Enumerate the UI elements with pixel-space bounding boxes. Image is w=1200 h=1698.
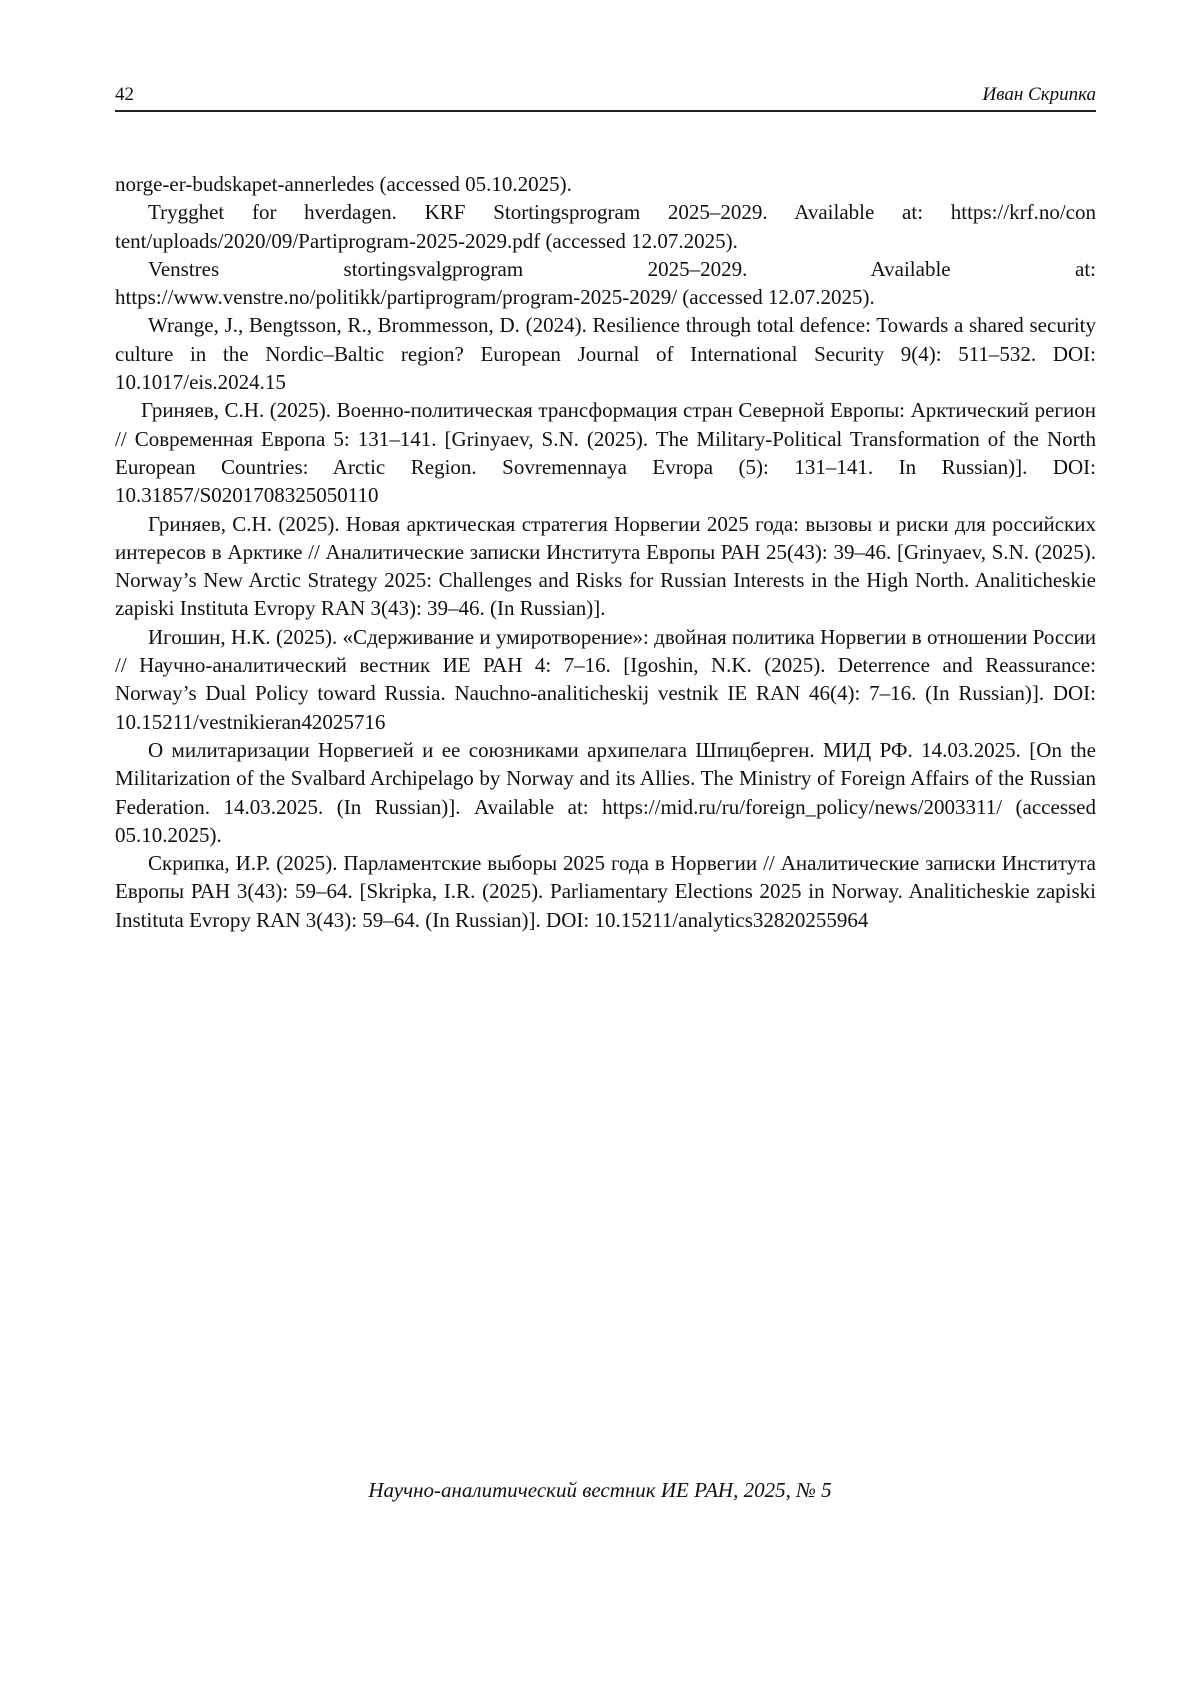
- reference-item: Гриняев, С.Н. (2025). Новая арктическая стратегия Норвегии 2025 года: вызовы и риски для российских интересов в Арктике // Аналитические записки Института Европы РАН 25(43): 39–46. [Grinyaev, S.N. (2025). Norway’s New Arctic Strategy 2025: Challenges and Risks for Russian Interests in the High North. Analiticheskie zapiski Instituta Evropy RAN 3(43): 39–46. (In Russian)].: [115, 511, 1096, 621]
- reference-item: Игошин, Н.К. (2025). «Сдерживание и умиротворение»: двойная политика Норвегии в отношении России // Научно-аналитический вестник ИЕ РАН 4: 7–16. [Igoshin, N.K. (2025). Deterrence and Reassurance: Norway’s Dual Policy toward Russia. Nauchno-analiticheskij vestnik IE RAN 46(4): 7–16. (In Russian)]. DOI: 10.15211/vestnikieran42025716: [115, 624, 1096, 734]
- running-head-author: Иван Скрипка: [982, 84, 1096, 105]
- page-number: 42: [115, 84, 134, 105]
- reference-item: norge-er-budskapet-annerledes (accessed 05.10.2025).: [115, 172, 572, 196]
- reference-item: Гриняев, С.Н. (2025). Военно-политическая трансформация стран Северной Европы: Арктический регион // Современная Европа 5: 131–141. [Grinyaev, S.N. (2025). The Military-Political Transformation of the North European Countries: Arctic Region. Sovremennaya Evropa (5): 131–141. In Russian)]. DOI: 10.31857/S0201708325050110: [115, 398, 1096, 508]
- reference-item: Скрипка, И.Р. (2025). Парламентские выборы 2025 года в Норвегии // Аналитические записки Института Европы РАН 3(43): 59–64. [Skripka, I.R. (2025). Parliamentary Elections 2025 in Norway. Analiticheskie zapiski Instituta Evropy RAN 3(43): 59–64. (In Russian)]. DOI: 10.15211/analytics32820255964: [115, 851, 1096, 932]
- page-header: [115, 84, 1096, 112]
- reference-item: Wrange, J., Bengtsson, R., Brommesson, D. (2024). Resilience through total defence: Towards a shared security culture in the Nordic–Baltic region? European Journal of International Security 9(4): 511–532. DOI: 10.1017/eis.2024.15: [115, 313, 1096, 395]
- journal-footer: Научно-аналитический вестник ИЕ РАН, 2025, № 5: [368, 1478, 832, 1502]
- reference-continuation: https://www.venstre.no/politikk/partiprogram/program-2025-2029/ (accessed 12.07.2025).: [115, 285, 875, 310]
- reference-item: [115, 255, 1096, 312]
- reference-list: [115, 170, 1096, 934]
- reference-first-line: Venstres stortingsvalgprogram 2025–2029. Available at:: [148, 256, 1096, 281]
- reference-item: Trygghet for hverdagen. KRF Stortingsprogram 2025–2029. Available at: https://krf.no/con tent/uploads/2020/09/Partiprogram-2025-2029.pdf (accessed 12.07.2025).: [115, 200, 1096, 253]
- reference-item: О милитаризации Норвегией и ее союзниками архипелага Шпицберген. МИД РФ. 14.03.2025. [On the Militarization of the Svalbard Archipelago by Norway and its Allies. The Ministry of Foreign Affairs of the Russian Federation. 14.03.2025. (In Russian)]. Available at: https://mid.ru/ru/foreign_policy/news/2003311/ (accessed 05.10.2025).: [115, 737, 1096, 847]
